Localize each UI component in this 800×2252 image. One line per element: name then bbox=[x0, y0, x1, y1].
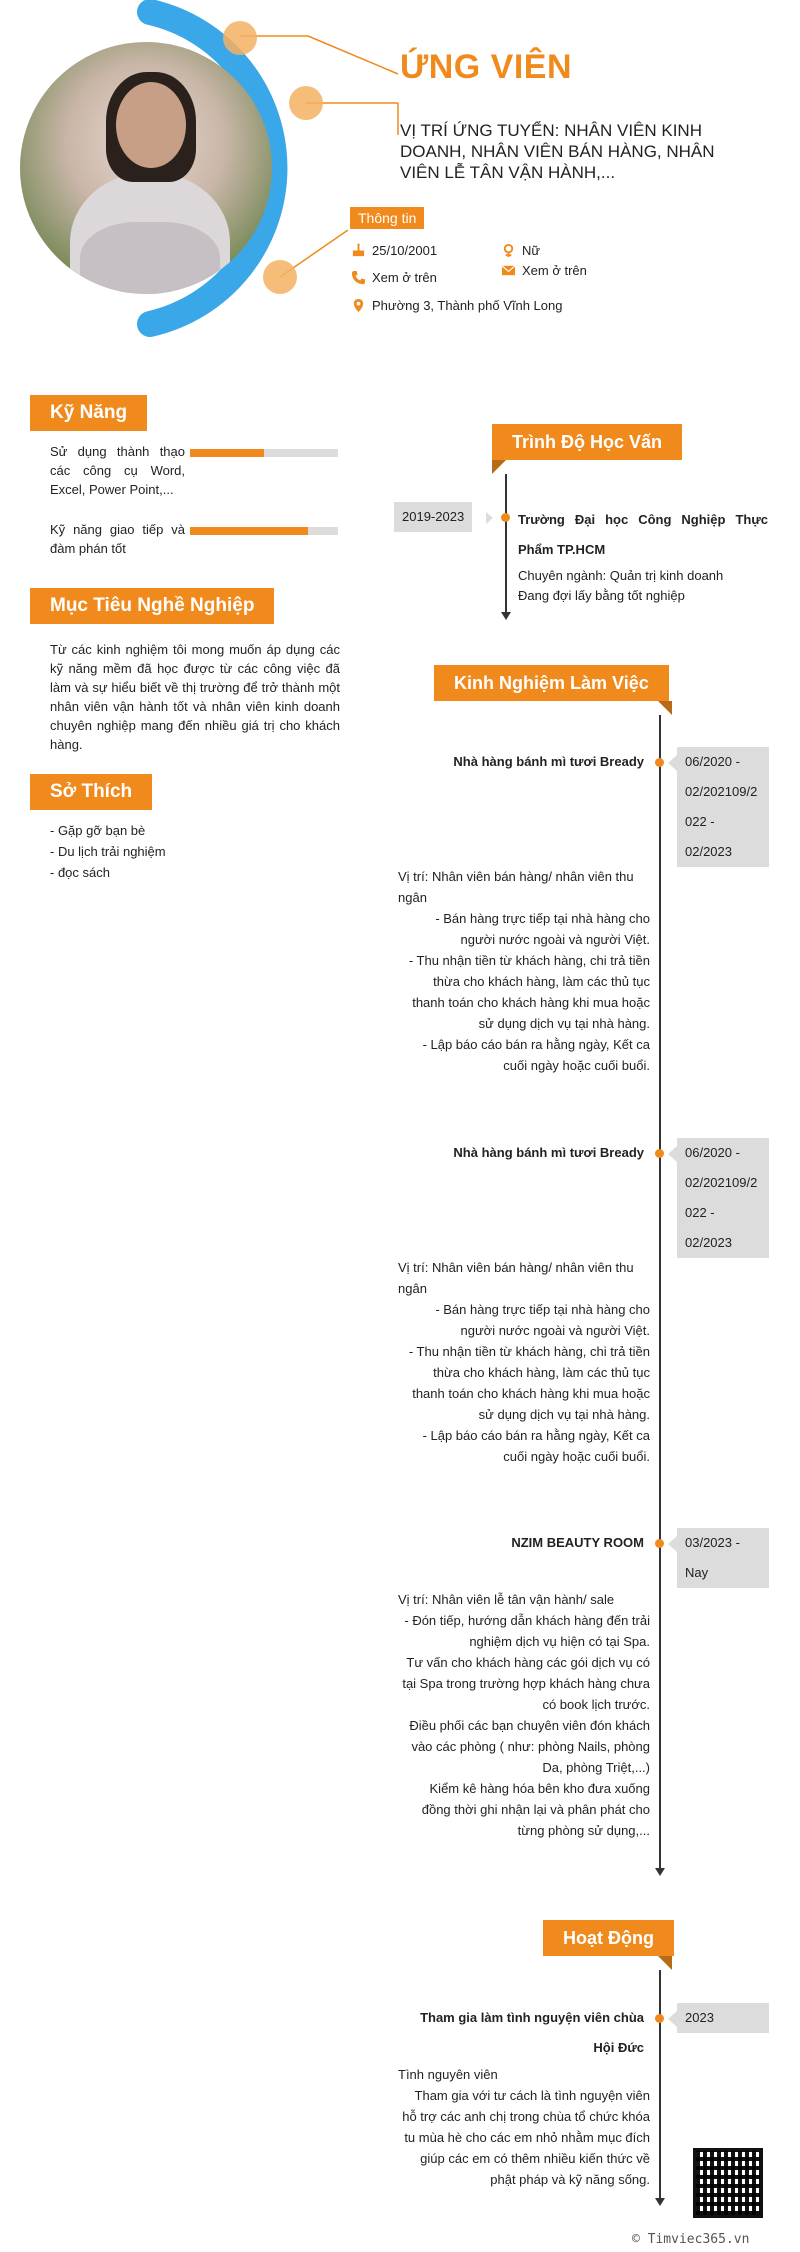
education-major: Chuyên ngành: Quản trị kinh doanh bbox=[518, 568, 724, 583]
experience-timeline bbox=[659, 715, 661, 1870]
gender-row bbox=[500, 242, 540, 258]
email-value: Xem ở trên bbox=[522, 262, 587, 278]
email-row bbox=[500, 262, 587, 278]
activity-description: Tham gia với tư cách là tình nguyện viên hỗ trợ các anh chị trong chùa tổ chức khóa tu mùa hè cho các em nhỏ nhằm mục đích giúp các em có thêm nhiều kiến thức về phật pháp và kỹ năng sống. bbox=[402, 2088, 650, 2187]
hobbies-list bbox=[50, 820, 340, 883]
experience-title: Kinh Nghiệm Làm Việc bbox=[434, 665, 669, 701]
activities-title: Hoạt Động bbox=[543, 1920, 674, 1956]
avatar-photo bbox=[20, 42, 272, 294]
arc-dot bbox=[223, 21, 257, 55]
envelope-icon bbox=[500, 262, 516, 278]
education-date: 2019-2023 bbox=[394, 502, 472, 532]
skills-title: Kỹ Năng bbox=[30, 395, 147, 431]
activity-date: 2023 bbox=[677, 2003, 769, 2033]
timeline-dot bbox=[655, 758, 664, 767]
birthday-value: 25/10/2001 bbox=[372, 242, 438, 258]
phone-icon bbox=[350, 269, 366, 285]
birthday-row bbox=[350, 242, 437, 258]
phone-row bbox=[350, 269, 437, 285]
address-row bbox=[350, 297, 562, 313]
experience-date: 06/2020 - 02/202109/2 022 - 02/2023 bbox=[677, 747, 769, 867]
skill-label: Sử dụng thành thạo các công cụ Word, Excel, Power Point,... bbox=[50, 444, 185, 497]
arc-dot bbox=[289, 86, 323, 120]
applied-position: VỊ TRÍ ỨNG TUYỂN: NHÂN VIÊN KINH DOANH, NHÂN VIÊN BÁN HÀNG, NHÂN VIÊN LỄ TÂN VẬN HÀNH,... bbox=[400, 121, 715, 182]
education-school: Trường Đại học Công Nghiệp Thực Phẩm TP.HCM bbox=[518, 512, 768, 557]
footer-brand: © Timviec365.vn bbox=[632, 2232, 750, 2247]
activities-timeline bbox=[659, 1970, 661, 2200]
qr-code bbox=[693, 2148, 763, 2218]
skill-bar bbox=[190, 527, 338, 535]
experience-description: Vị trí: Nhân viên bán hàng/ nhân viên thu ngân - Bán hàng trực tiếp tại nhà hàng cho người nước ngoài và người Việt. - Thu nhận tiền từ khách hàng, chi trả tiền thừa cho khách hàng, làm các thủ tục thanh toán cho khách hàng khi mua hoặc sử dụng dịch vụ tại nhà hàng. - Lập báo cáo bán ra hằng ngày, Kết ca cuối ngày hoặc cuối buổi. bbox=[398, 869, 650, 1073]
gender-value: Nữ bbox=[522, 242, 541, 258]
map-pin-icon bbox=[350, 297, 366, 313]
education-timeline bbox=[505, 474, 507, 614]
candidate-name: ỨNG VIÊN bbox=[400, 48, 573, 86]
skill-label: Kỹ năng giao tiếp và đàm phán tốt bbox=[50, 522, 185, 556]
experience-company: Nhà hàng bánh mì tươi Bready bbox=[453, 1145, 644, 1160]
skill-bar bbox=[190, 449, 338, 457]
activity-name-cont: Hội Đức bbox=[593, 2040, 644, 2055]
hobby-item: - Gặp gỡ bạn bè bbox=[50, 823, 146, 838]
cake-icon bbox=[350, 242, 366, 258]
hobby-item: - đọc sách bbox=[50, 865, 110, 880]
hobby-item: - Du lịch trải nghiệm bbox=[50, 844, 166, 859]
experience-date: 03/2023 - Nay bbox=[677, 1528, 769, 1588]
experience-date: 06/2020 - 02/202109/2 022 - 02/2023 bbox=[677, 1138, 769, 1258]
experience-company: NZIM BEAUTY ROOM bbox=[511, 1535, 644, 1550]
education-status: Đang đợi lấy bằng tốt nghiệp bbox=[518, 588, 685, 603]
experience-description: Vị trí: Nhân viên lễ tân vận hành/ sale - Đón tiếp, hướng dẫn khách hàng đến trải nghiệm dịch vụ hiện có tại Spa. Tư vấn cho khách hàng các gói dịch vụ có tại Spa trong trường hợp khách hàng chưa có book lịch trước. Điều phối các bạn chuyên viên đón khách vào các phòng ( như: phòng Nails, phòng Da, phòng Triệt,...) Kiểm kê hàng hóa bên kho đưa xuống đồng thời ghi nhận lại và phân phát cho từng phòng sử dụng,... bbox=[398, 1592, 650, 1838]
arc-dot bbox=[263, 260, 297, 294]
timeline-dot bbox=[655, 2014, 664, 2023]
timeline-dot bbox=[501, 513, 510, 522]
activity-name: Tham gia làm tình nguyện viên chùa bbox=[420, 2010, 644, 2025]
experience-description: Vị trí: Nhân viên bán hàng/ nhân viên thu ngân - Bán hàng trực tiếp tại nhà hàng cho người nước ngoài và người Việt. - Thu nhận tiền từ khách hàng, chi trả tiền thừa cho khách hàng, làm các thủ tục thanh toán cho khách hàng khi mua hoặc sử dụng dịch vụ tại nhà hàng. - Lập báo cáo bán ra hằng ngày, Kết ca cuối ngày hoặc cuối buổi. bbox=[398, 1260, 650, 1464]
info-title: Thông tin bbox=[350, 207, 424, 229]
timeline-dot bbox=[655, 1539, 664, 1548]
phone-value: Xem ở trên bbox=[372, 269, 437, 285]
education-title: Trình Độ Học Vấn bbox=[492, 424, 682, 460]
hobbies-title: Sở Thích bbox=[30, 774, 152, 810]
activity-role: Tình nguyên viên bbox=[398, 2067, 498, 2082]
timeline-dot bbox=[655, 1149, 664, 1158]
gender-icon bbox=[500, 242, 516, 258]
objective-text: Từ các kinh nghiệm tôi mong muốn áp dụng các kỹ năng mềm đã học được từ các công việc đã làm và sự hiểu biết về thị trường để trở thành một nhân viên vận hành tốt và nhân viên kinh doanh chuyên nghiệp mang đến nhiều giá trị cho khách hàng. bbox=[50, 642, 340, 752]
experience-company: Nhà hàng bánh mì tươi Bready bbox=[453, 754, 644, 769]
objective-title: Mục Tiêu Nghề Nghiệp bbox=[30, 588, 274, 624]
address-value: Phường 3, Thành phố Vĩnh Long bbox=[372, 297, 563, 313]
